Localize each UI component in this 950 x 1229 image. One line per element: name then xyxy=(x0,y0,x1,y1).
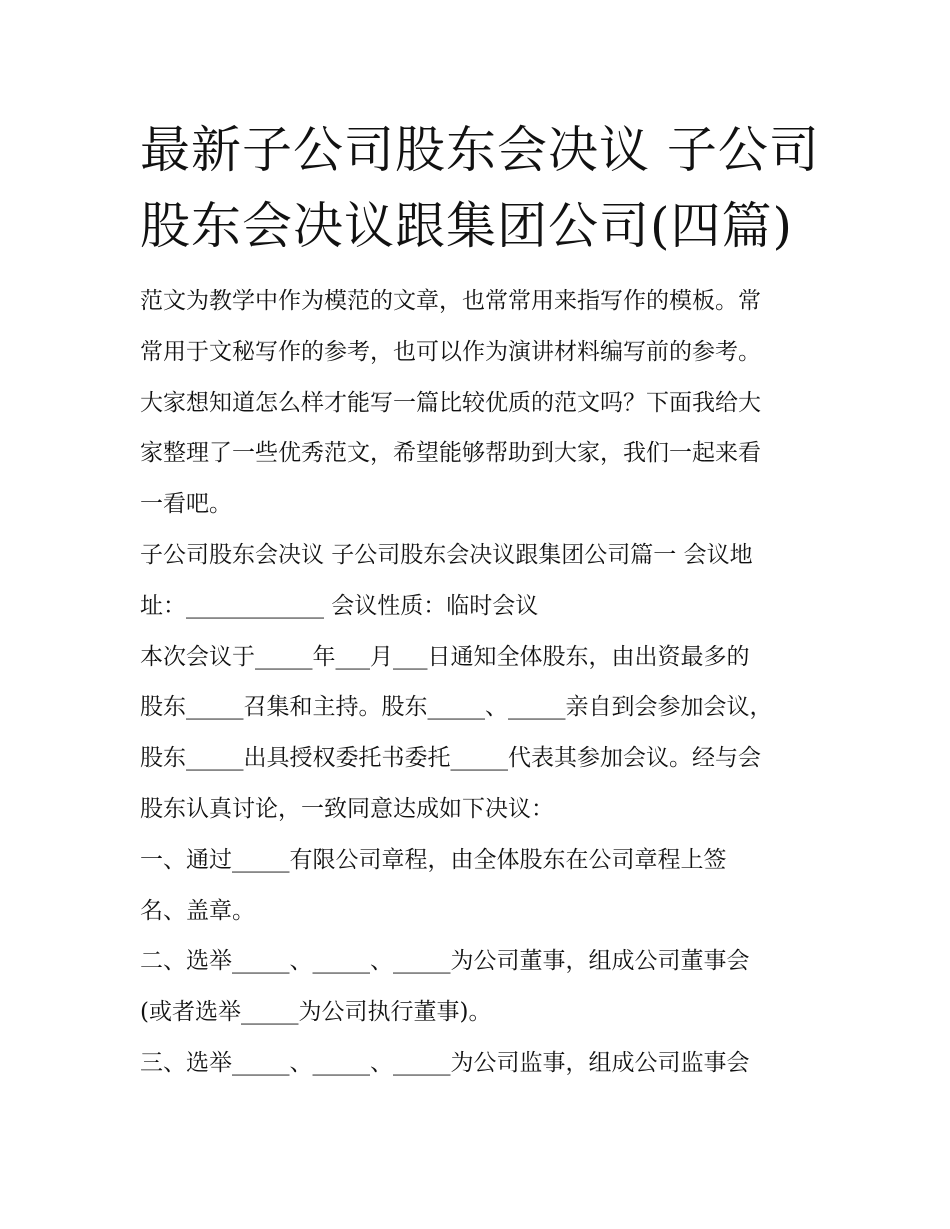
body-line-16: 三、选举_____、_____、_____为公司监事，组成公司监事会 xyxy=(140,1049,750,1076)
body-line-10: 股东_____出具授权委托书委托_____代表其参加会议。经与会 xyxy=(140,745,761,772)
body-line-3: 大家想知道怎么样才能写一篇比较优质的范文吗？下面我给大 xyxy=(140,389,761,416)
body-line-12: 一、通过_____有限公司章程，由全体股东在公司章程上签 xyxy=(140,846,727,873)
body-line-5: 一看吧。 xyxy=(140,491,232,518)
body-line-11: 股东认真讨论，一致同意达成如下决议： xyxy=(140,795,554,822)
body-line-15: (或者选举_____为公司执行董事)。 xyxy=(140,999,492,1026)
body-line-6: 子公司股东会决议 子公司股东会决议跟集团公司篇一 会议地 xyxy=(140,541,753,568)
body-line-14: 二、选举_____、_____、_____为公司董事，组成公司董事会 xyxy=(140,948,750,975)
title-line-2: 股东会决议跟集团公司(四篇) xyxy=(140,197,794,255)
body-line-2: 常用于文秘写作的参考，也可以作为演讲材料编写前的参考。 xyxy=(140,338,761,365)
document-title xyxy=(140,112,830,264)
document-body xyxy=(140,276,830,1089)
title-line-1: 最新子公司股东会决议 子公司 xyxy=(140,121,820,179)
body-line-1: 范文为教学中作为模范的文章，也常常用来指写作的模板。常 xyxy=(140,288,761,314)
body-line-9: 股东_____召集和主持。股东_____、_____亲自到会参加会议， xyxy=(140,694,773,721)
body-line-7: 址：____________ 会议性质：临时会议 xyxy=(140,592,539,619)
body-line-8: 本次会议于_____年___月___日通知全体股东，由出资最多的 xyxy=(140,643,750,670)
body-line-13: 名、盖章。 xyxy=(140,897,255,924)
body-line-4: 家整理了一些优秀范文，希望能够帮助到大家，我们一起来看 xyxy=(140,440,761,467)
